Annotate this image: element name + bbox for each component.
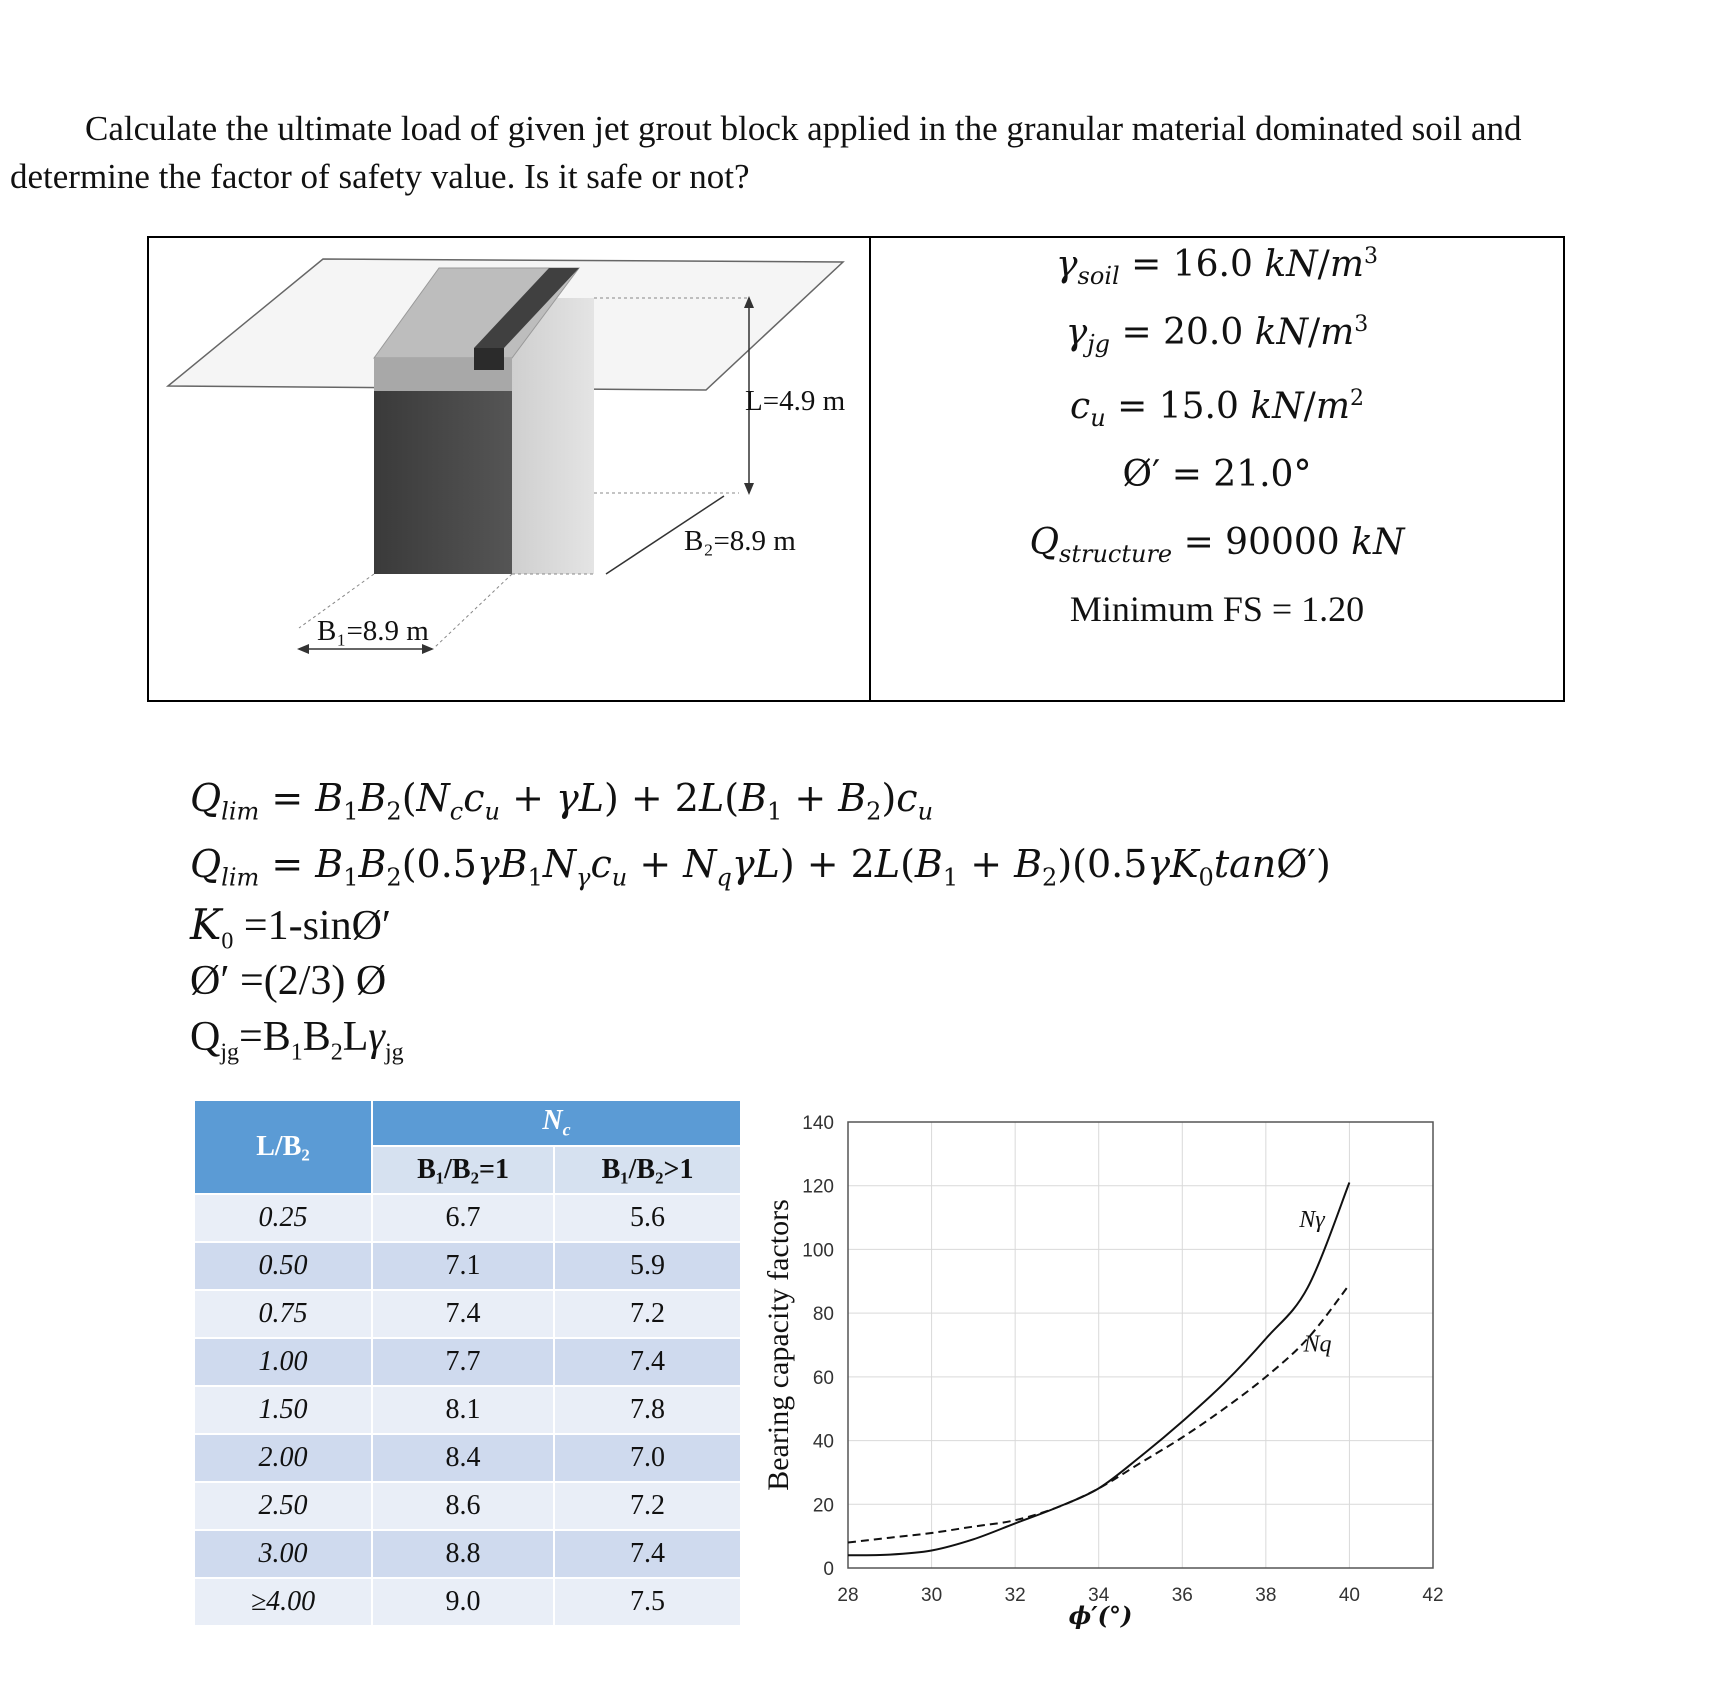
table-row — [194, 1194, 741, 1242]
cell-eq: 8.4 — [372, 1434, 554, 1482]
block-front-face — [374, 391, 512, 574]
x-axis-label: ϕ′(°) — [1068, 1601, 1133, 1630]
q-structure-value: = 90000 — [1183, 522, 1340, 563]
y-tick-label: 80 — [812, 1304, 834, 1326]
q-structure-param: $Q_{structure} = 90000$ kN — [1029, 522, 1405, 569]
k0-expression: =1-sinØ′ — [243, 903, 392, 949]
formula-qjg: $Q_{jg}=B_1B_2L\gamma_{jg}$ — [190, 1014, 404, 1066]
formula-qlim-granular: $Q_{lim} = B_1B_2(0.5\gamma B_1N_\gamma c_u + N_q\gamma L) + 2L(B_1$ + $B_2)(0.5\gamma K_0\tan Ø')$ — [190, 842, 1331, 892]
cell-gt: 7.2 — [554, 1482, 741, 1530]
phi-value: = 21.0° — [1171, 454, 1312, 495]
gamma-jg-param: $\gamma_{jg} = 20.0$ $kN/m^3$ — [1065, 312, 1369, 359]
y-tick-label: 0 — [823, 1559, 834, 1580]
cell-lb: 3.00 — [194, 1530, 372, 1578]
cell-lb: 0.25 — [194, 1194, 372, 1242]
y-tick-label: 60 — [812, 1367, 834, 1389]
min-fs-param: Minimum FS = 1.20 — [1069, 589, 1365, 629]
block-top-ridge-face — [474, 348, 504, 370]
problem-statement — [10, 105, 1700, 201]
cell-gt: 5.6 — [554, 1194, 741, 1242]
bearing-capacity-chart — [748, 1090, 1448, 1650]
given-parameters — [871, 238, 1563, 700]
y-tick-label: 100 — [802, 1240, 834, 1262]
plot-frame — [848, 1122, 1433, 1568]
table-row — [194, 1434, 741, 1482]
cell-eq: 8.8 — [372, 1530, 554, 1578]
col-header-b-eq: B₁/B₂=1 — [372, 1146, 554, 1194]
B1-label: B₁=8.9 m — [317, 615, 429, 647]
jet-grout-block-sketch — [149, 238, 869, 700]
cell-gt: 7.0 — [554, 1434, 741, 1482]
col-header-b-gt: B₁/B₂>1 — [554, 1146, 741, 1194]
table-row — [194, 1242, 741, 1290]
gamma-soil-param: $\gamma_{soil} = 16.0$ $kN/m^3$ — [1056, 244, 1378, 291]
series-label: Nγ — [1299, 1207, 1325, 1234]
y-axis-label: Bearing capacity factors — [762, 1199, 795, 1491]
L-label: L=4.9 m — [745, 385, 846, 417]
y-tick-label: 40 — [812, 1431, 834, 1453]
cell-gt: 7.5 — [554, 1578, 741, 1626]
table-row — [194, 1578, 741, 1626]
cell-lb: 1.50 — [194, 1386, 372, 1434]
cell-lb: 1.00 — [194, 1338, 372, 1386]
cu-param: $c_u = 15.0$ $kN/m^2$ — [1070, 386, 1364, 433]
cell-eq: 8.6 — [372, 1482, 554, 1530]
x-tick-label: 28 — [837, 1585, 859, 1606]
cell-lb: 0.50 — [194, 1242, 372, 1290]
table-row — [194, 1290, 741, 1338]
x-tick-label: 34 — [1088, 1585, 1110, 1606]
cell-gt: 7.4 — [554, 1338, 741, 1386]
cell-eq: 6.7 — [372, 1194, 554, 1242]
problem-line-2: determine the factor of safety value. Is it safe or not? — [10, 157, 750, 196]
B2-label: B₂=8.9 m — [684, 525, 796, 557]
x-tick-label: 32 — [1004, 1585, 1026, 1606]
y-tick-label: 120 — [802, 1176, 834, 1198]
y-tick-label: 20 — [812, 1495, 834, 1517]
cell-lb: 2.00 — [194, 1434, 372, 1482]
x-tick-label: 42 — [1422, 1585, 1444, 1606]
table-row — [194, 1386, 741, 1434]
cell-gt: 7.2 — [554, 1290, 741, 1338]
x-tick-label: 30 — [921, 1585, 943, 1606]
nc-table — [193, 1099, 742, 1627]
problem-line-1: Calculate the ultimate load of given jet grout block applied in the granular material dominated soil and — [85, 109, 1522, 148]
col-header-lb: L/B₂ — [194, 1100, 372, 1194]
cell-lb: 2.50 — [194, 1482, 372, 1530]
phi-param: Ø′ = 21.0° — [1122, 454, 1312, 495]
table-row — [194, 1482, 741, 1530]
cell-gt: 7.4 — [554, 1530, 741, 1578]
cell-lb: 0.75 — [194, 1290, 372, 1338]
cell-eq: 7.4 — [372, 1290, 554, 1338]
cu-value: = 15.0 — [1117, 386, 1239, 427]
x-tick-label: 36 — [1171, 1585, 1193, 1606]
x-tick-label: 38 — [1255, 1585, 1277, 1606]
cell-eq: 7.1 — [372, 1242, 554, 1290]
table-row — [194, 1338, 741, 1386]
formula-qlim-cohesive: $Q_{lim} = B_1B_2(N_cc_u + \gamma L) + 2L(B_1 + B_2)c_u$ — [190, 776, 934, 826]
cell-gt: 5.9 — [554, 1242, 741, 1290]
given-data-box — [147, 236, 1565, 702]
cell-gt: 7.8 — [554, 1386, 741, 1434]
formula-k0: $K_0$ =1-sinØ′ — [190, 900, 392, 955]
gamma-soil-value: = 16.0 — [1131, 244, 1253, 285]
y-tick-label: 140 — [802, 1113, 834, 1134]
cell-eq: 8.1 — [372, 1386, 554, 1434]
series-label: Nq — [1303, 1331, 1332, 1358]
cell-eq: 7.7 — [372, 1338, 554, 1386]
formula-block — [190, 765, 1331, 1065]
col-header-nc: $N_c$ — [372, 1100, 741, 1146]
formula-phi-relation: Ø′ =(2/3) Ø — [190, 958, 387, 1004]
table-row — [194, 1530, 741, 1578]
cell-eq: 9.0 — [372, 1578, 554, 1626]
gamma-jg-value: = 20.0 — [1121, 312, 1244, 353]
cell-lb: ≥4.00 — [194, 1578, 372, 1626]
x-tick-label: 40 — [1338, 1585, 1360, 1606]
